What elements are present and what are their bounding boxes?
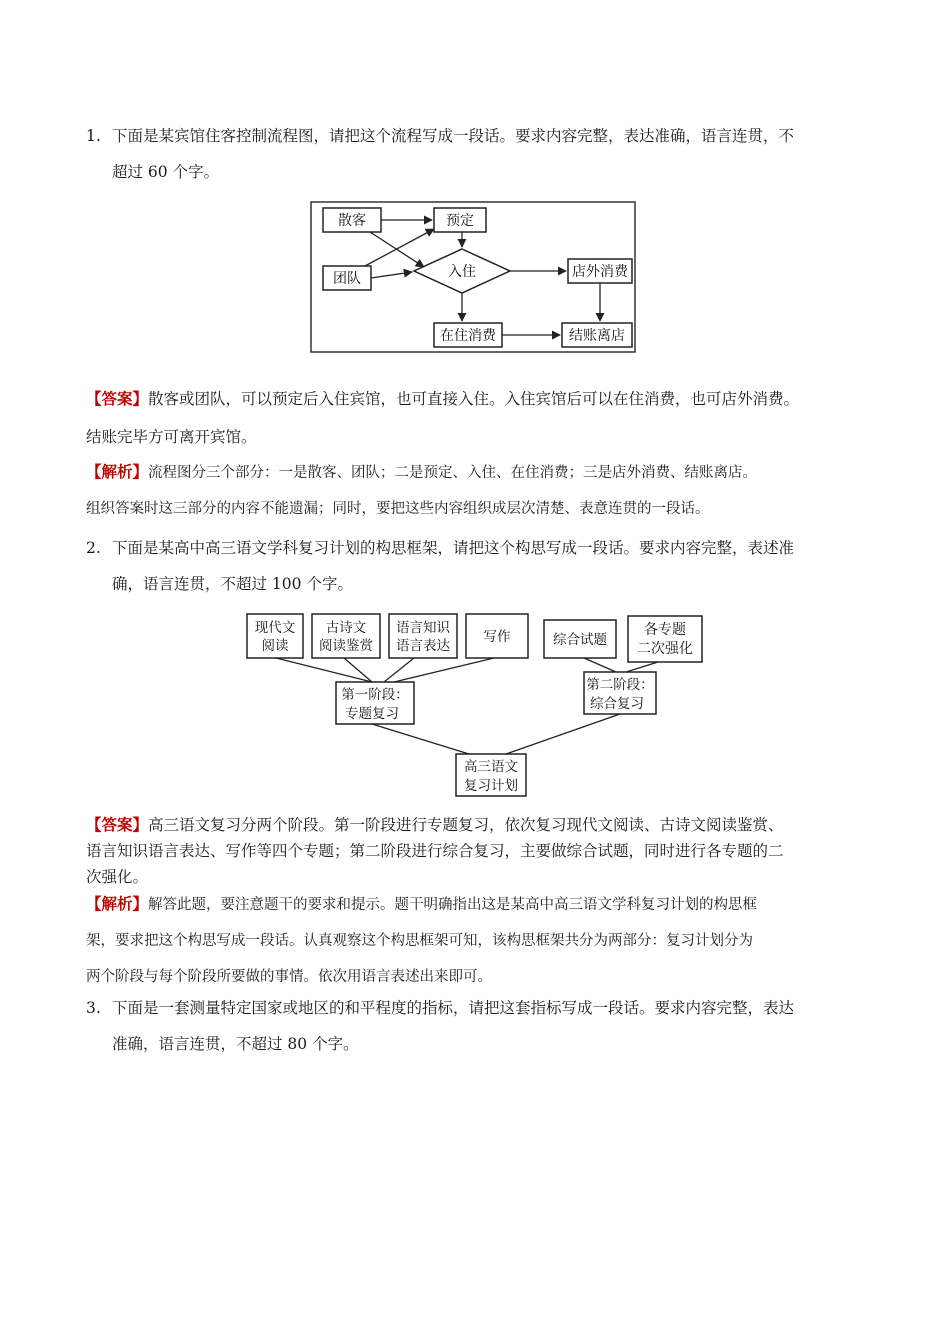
question-1-text-line2: 超过 60 个字。 — [112, 163, 220, 181]
label-yuding: 预定 — [446, 213, 474, 229]
question-1-number: 1. — [86, 127, 101, 145]
q2-answer-line3: 次强化。 — [86, 868, 149, 886]
question-1-text-line1: 下面是某宾馆住客控制流程图，请把这个流程写成一段话。要求内容完整，表达准确，语言连贯，不 — [112, 127, 795, 145]
leaf2-line1: 古诗文 — [325, 620, 367, 636]
q2-analysis-line2: 架，要求把这个构思写成一段话。认真观察这个构思框架可知，该构思框架共分为两部分：复习计划分为 — [86, 933, 753, 949]
question-2 — [86, 530, 866, 602]
q2-answer-tag: 【答案】 — [86, 815, 149, 834]
label-ruzhu: 入住 — [448, 264, 476, 280]
label-dianwai: 店外消费 — [572, 264, 628, 280]
stage1-line2: 专题复习 — [345, 706, 399, 722]
hotel-flowchart — [310, 201, 638, 361]
q1-analysis-line1: 流程图分三个部分：一是散客、团队；二是预定、入住、在住消费；三是店外消费、结账离店。 — [148, 465, 758, 481]
question-2-text-line1: 下面是某高中高三语文学科复习计划的构思框架，请把这个构思写成一段话。要求内容完整，表述准 — [112, 539, 795, 557]
leaf2-line2: 阅读鉴赏 — [319, 638, 373, 654]
question-1 — [86, 118, 866, 190]
q2-analysis-tag: 【解析】 — [86, 894, 149, 913]
q1-answer — [86, 380, 866, 456]
q2-analysis — [86, 886, 866, 995]
question-3-text-line1: 下面是一套测量特定国家或地区的和平程度的指标，请把这套指标写成一段话。要求内容完整，表达 — [112, 999, 795, 1017]
leaf4-label: 写作 — [483, 629, 511, 645]
leaf1-line1: 现代文 — [254, 620, 296, 636]
leaf3-line2: 语言表达 — [396, 638, 450, 654]
q2-answer-line2: 语言知识语言表达、写作等四个专题；第二阶段进行综合复习，主要做综合试题，同时进行各专题的二 — [86, 842, 784, 860]
root-line2: 复习计划 — [464, 778, 518, 794]
question-3 — [86, 990, 866, 1062]
question-3-text-line2: 准确，语言连贯，不超过 80 个字。 — [112, 1035, 359, 1053]
question-3-number: 3. — [86, 999, 101, 1017]
leaf3-line1: 语言知识 — [396, 620, 450, 636]
q2-analysis-line3: 两个阶段与每个阶段所要做的事情。依次用语言表述出来即可。 — [86, 969, 492, 985]
leaf6-line2: 二次强化 — [637, 641, 693, 657]
q1-analysis-tag: 【解析】 — [86, 462, 149, 481]
root-line1: 高三语文 — [464, 759, 518, 775]
question-2-text-line2: 确，语言连贯，不超过 100 个字。 — [112, 575, 353, 593]
stage1-line1: 第一阶段： — [341, 687, 409, 703]
q1-answer-tag: 【答案】 — [86, 389, 149, 408]
question-2-number: 2. — [86, 539, 101, 557]
label-tuandui: 团队 — [333, 271, 361, 287]
stage2-line1: 第二阶段： — [586, 677, 654, 693]
q2-analysis-line1: 解答此题，要注意题干的要求和提示。题干明确指出这是某高中高三语文学科复习计划的构思框 — [148, 897, 758, 913]
review-plan-tree — [244, 612, 706, 802]
label-zaizhu: 在住消费 — [440, 328, 496, 344]
label-jiezhang: 结账离店 — [569, 328, 625, 344]
q1-answer-line2: 结账完毕方可离开宾馆。 — [86, 428, 257, 446]
leaf6-line1: 各专题 — [644, 622, 686, 638]
q1-answer-line1: 散客或团队，可以预定后入住宾馆，也可直接入住。入住宾馆后可以在住消费，也可店外消费。 — [148, 390, 800, 408]
q1-analysis — [86, 454, 866, 527]
leaf1-line2: 阅读 — [261, 638, 289, 654]
leaf5-label: 综合试题 — [553, 632, 607, 648]
q2-answer — [86, 812, 866, 890]
label-sanke: 散客 — [338, 213, 366, 229]
q2-answer-line1: 高三语文复习分两个阶段。第一阶段进行专题复习，依次复习现代文阅读、古诗文阅读鉴赏、 — [148, 816, 784, 834]
stage2-line2: 综合复习 — [590, 696, 644, 712]
q1-analysis-line2: 组织答案时这三部分的内容不能遗漏；同时，要把这些内容组织成层次清楚、表意连贯的一段话。 — [86, 501, 710, 517]
